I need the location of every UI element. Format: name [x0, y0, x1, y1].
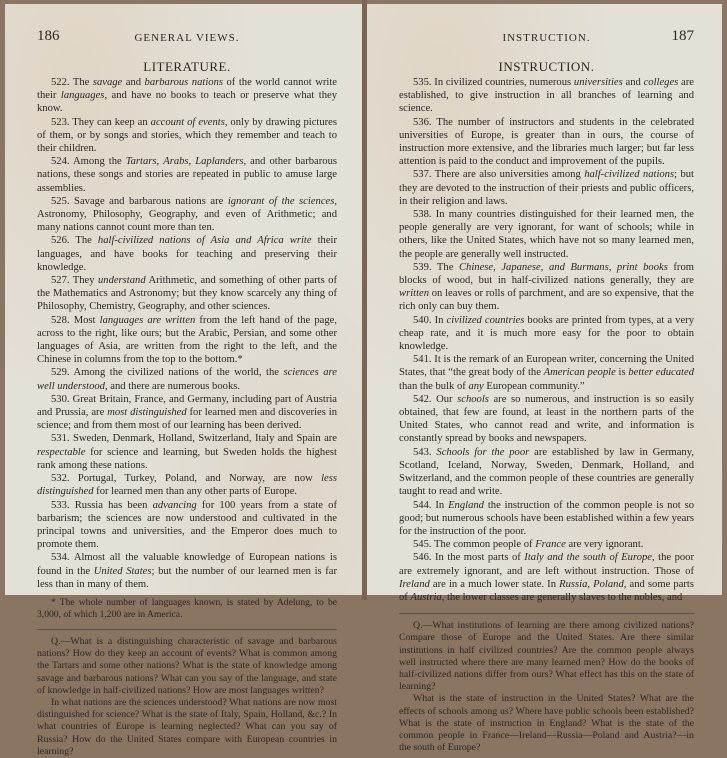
body-text: [37, 76, 337, 591]
numbered-paragraph: 544. In England the instruction of the common people is not so good; but numerous schools have been established within a few years for the instruction of the poor.: [399, 499, 694, 537]
numbered-paragraph: 535. In civilized countries, numerous universities and colleges are established, to give instruction in all branches of learning and science.: [399, 77, 694, 115]
question-block: Q.—What is a distinguishing characteristic of savage and barbarous nations? How do they keep an account of events? What is common among the Tartars and some other nations? What is the state of knowledge among savage and barbarous nations? What can you say of the language, and state of knowledge in half-civilized nations? How are most languages written?: [37, 635, 337, 696]
section-title: LITERATURE.: [143, 59, 231, 74]
question-block: What is the state of instruction in the United States? What are the effects of schools among us? Where have public schools been established? What is the state of instruction in England? What is the state of the common people in France—Ireland—Russia—Poland and Austria?—in the south of Europe?: [399, 693, 694, 754]
numbered-paragraph: 525. Savage and barbarous nations are ignorant of the sciences, Astronomy, Philosophy, Geography, and even of Arithmetic; and many nations cannot count more than ten.: [37, 195, 337, 234]
numbered-paragraph: 536. The number of instructors and students in the celebrated universities of Europe, is greater than in ours, the course of instruction more extensive, and the libraries much larger; but far less attention is paid to the conduct and improvement of the pupils.: [399, 116, 694, 168]
numbered-paragraph: 534. Almost all the valuable knowledge of European nations is found in the United States; but the number of our learned men is far less than in many of them.: [37, 552, 338, 590]
numbered-paragraph: 541. It is the remark of an European writer, concerning the United States, that “the great body of the American people is better educated than the bulk of any European community.”: [399, 354, 694, 392]
numbered-paragraph: 526. The half-civilized nations of Asia and Africa write their languages, and have books for teaching and preserving their knowledge.: [37, 235, 338, 273]
divider: [399, 613, 694, 614]
numbered-paragraph: 530. Great Britain, France, and Germany, including part of Austria and Prussia, are most distinguished for learned men and discoveries in science; and from them most of our learning has been derived.: [37, 393, 337, 432]
running-head: [37, 30, 337, 52]
question-block: In what nations are the sciences understood? What nations are now most distinguished for science? What is the state of Italy, Spain, Holland, &c.? In what countries of Europe is learning neglected? What can you say of Russia? How do the United States compare with European countries in learning?: [37, 696, 337, 757]
running-title: GENERAL VIEWS.: [134, 32, 240, 44]
review-questions: [399, 620, 694, 754]
numbered-paragraph: 523. They can keep an account of events, only by drawing pictures of them, or by songs and stories, which they remember and teach to their children.: [37, 116, 337, 155]
running-title: INSTRUCTION.: [502, 32, 591, 44]
page-number: 187: [671, 28, 694, 44]
right-page: [367, 4, 722, 754]
numbered-paragraph: 542. Our schools are so numerous, and instruction is so easily obtained, that few are found, at least in the northern parts of the United States, who cannot read and write, and information is constantly spread by books and newspapers.: [399, 393, 694, 445]
numbered-paragraph: 532. Portugal, Turkey, Poland, and Norway, are now less distinguished for learned men than any other parts of Europe.: [37, 473, 337, 498]
numbered-paragraph: 543. Schools for the poor are established by law in Germany, Scotland, Iceland, Norway, Sweden, Denmark, Holland, and Switzerland, and the common people of these countries are generally taught to read and write.: [399, 446, 694, 498]
numbered-paragraph: 527. They understand Arithmetic, and something of other parts of the Mathematics and Astronomy; but they know scarcely any thing of Philosophy, Chemistry, Geography, and other sciences.: [37, 275, 337, 313]
numbered-paragraph: 546. In the most parts of Italy and the south of Europe, the poor are extremely ignorant, and are left without instruction. Those of Ireland are in a much lower state. In Russia, Poland, and some parts of Austria, the lower classes are generally slaves to the nobles, and: [399, 552, 694, 603]
numbered-paragraph: 522. The savage and barbarous nations of the world cannot write their languages, and have no books to teach or preserve what they know.: [37, 77, 337, 115]
body-text: [399, 76, 694, 604]
numbered-paragraph: 524. Among the Tartars, Arabs, Laplanders, and other barbarous nations, these songs and stories are repeated in public to amuse large assemblies.: [37, 156, 338, 194]
numbered-paragraph: 529. Among the civilized nations of the world, the sciences are well understood, and there are numerous books.: [37, 367, 337, 392]
numbered-paragraph: 538. In many countries distinguished for their learned men, the people generally are very ignorant, for want of schools; while in others, like the United States, which have not so many learned men, the people are generally well instructed.: [399, 209, 694, 260]
numbered-paragraph: 537. There are also universities among half-civilized nations; but they are devoted to the instruction of their priests and public officers, in their religion and laws.: [399, 169, 694, 207]
divider: [37, 629, 337, 630]
review-questions: [37, 636, 337, 758]
left-page: [5, 4, 362, 757]
footnote: * The whole number of languages known, is stated by Adelung, to be 3,000, of which 1,200 are in America.: [37, 596, 337, 620]
numbered-paragraph: 533. Russia has been advancing for 100 years from a state of barbarism; the sciences are now understood and cultivated in the principal towns and universities, and the Emperor does much to promote them.: [37, 499, 337, 551]
numbered-paragraph: 545. The common people of France are very ignorant.: [413, 539, 644, 551]
question-block: Q.—What institutions of learning are there among civilized nations? Compare those of Europe and the United States. Are there similar institutions in half civilized countries? Are the common people always well instructed where there are many learned men? How do the books of half-civilized nations differ from ours? What effect has this on the state of learning?: [399, 620, 694, 693]
section-title: INSTRUCTION.: [498, 59, 595, 74]
numbered-paragraph: 539. The Chinese, Japanese, and Burmans, print books from blocks of wood, but in half-civilized nations generally, they are written on leaves or rolls of parchment, and are so expensive, that the rich only can buy them.: [399, 261, 694, 313]
numbered-paragraph: 528. Most languages are written from the left hand of the page, across to the right, like ours; but the Arabic, Persian, and some other languages of Asia, are written from the right to the left, and the Chinese in columns from the top to the bottom.*: [37, 314, 337, 366]
numbered-paragraph: 531. Sweden, Denmark, Holland, Switzerland, Italy and Spain are respectable for science and learning, but Sweden holds the highest rank among these nations.: [37, 433, 337, 471]
page-number: 186: [37, 28, 60, 44]
numbered-paragraph: 540. In civilized countries books are printed from types, at a very cheap rate, and it is much more easy for the poor to obtain knowledge.: [399, 314, 694, 353]
running-head: [399, 30, 694, 52]
